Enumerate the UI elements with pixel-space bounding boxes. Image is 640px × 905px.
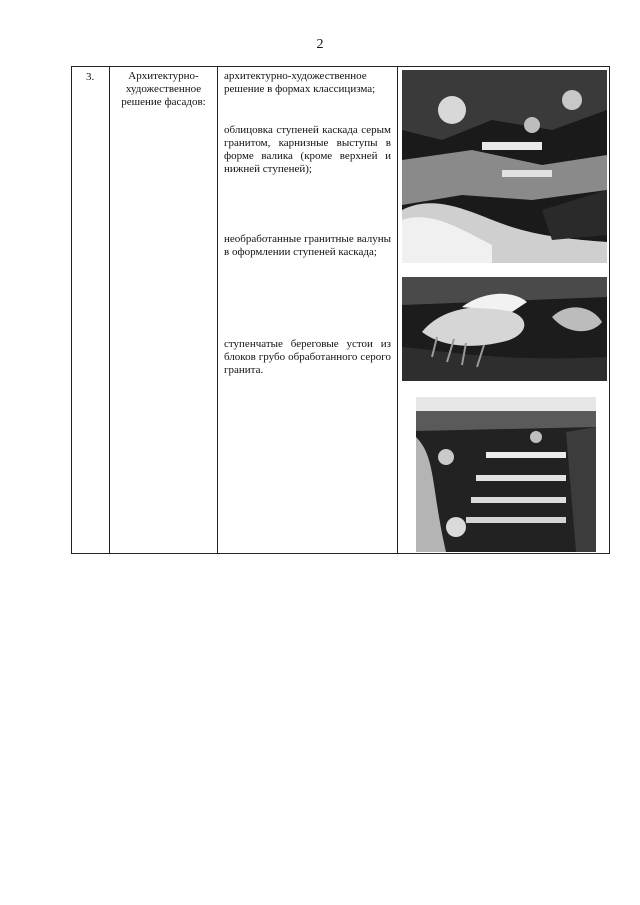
paragraph-classicism: архитектурно-художественное решение в формах классицизма;	[224, 70, 376, 95]
photo-stepped-embankment	[416, 397, 596, 552]
row-photos	[398, 67, 610, 554]
photo-stepped-embankment-image	[416, 397, 596, 552]
photo-cascade-steps-image	[402, 70, 607, 263]
table-row	[72, 67, 610, 554]
row-description	[218, 67, 398, 554]
photo-granite-boulders	[402, 277, 607, 381]
paragraph-boulders: необработанные гранитные валуны в оформлении ступеней каскада;	[224, 233, 391, 258]
paragraph-embankment: ступенчатые береговые устои из блоков грубо обработанного серого гранита.	[224, 338, 391, 376]
photo-granite-boulders-image	[402, 277, 607, 381]
page-number: 2	[316, 37, 324, 52]
photo-cascade-steps	[402, 70, 607, 263]
row-label: Архитектурно-художественное решение фасадов:	[110, 67, 218, 554]
description-table	[71, 66, 610, 554]
row-number: 3.	[72, 67, 110, 554]
paragraph-granite-facing: облицовка ступеней каскада серым гранитом, карнизные выступы в форме валика (кроме верхней и нижней ступеней);	[224, 124, 391, 175]
